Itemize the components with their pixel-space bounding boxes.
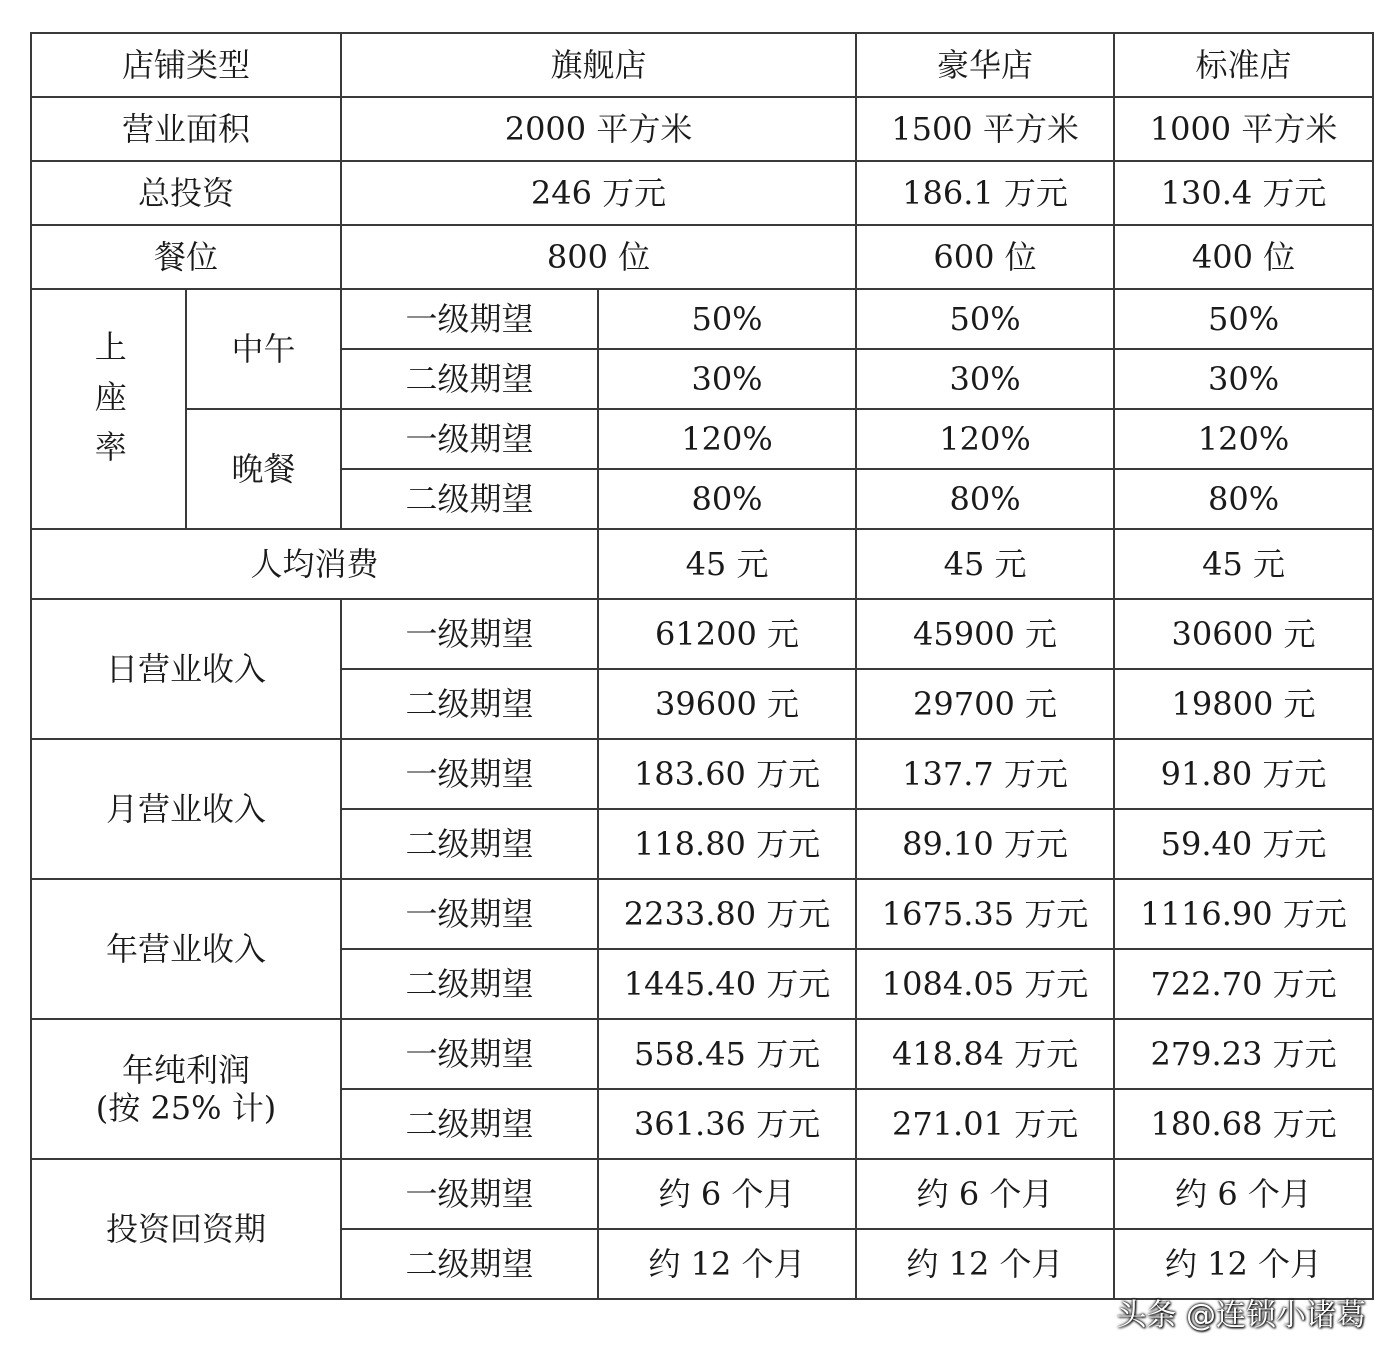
cell: 45900 元 [856,599,1114,669]
occupancy-row [31,289,1373,349]
header-luxury: 豪华店 [856,33,1114,97]
level-label: 二级期望 [341,669,598,739]
area-row [31,97,1373,161]
cell: 1000 平方米 [1114,97,1373,161]
cell: 2233.80 万元 [598,879,856,949]
cell: 30% [856,349,1114,409]
level-label: 二级期望 [341,1089,598,1159]
cell: 19800 元 [1114,669,1373,739]
investment-row [31,161,1373,225]
cell: 约 6 个月 [1114,1159,1373,1229]
cell: 45 元 [856,529,1114,599]
cell: 89.10 万元 [856,809,1114,879]
header-store-type: 店铺类型 [31,33,341,97]
cell: 2000 平方米 [341,97,856,161]
store-comparison-table [30,32,1374,1300]
cell: 361.36 万元 [598,1089,856,1159]
cell: 558.45 万元 [598,1019,856,1089]
row-label: 投资回资期 [31,1159,341,1299]
profit-label-main: 年纯利润 [122,1050,251,1089]
profit-row [31,1019,1373,1089]
cell: 45 元 [1114,529,1373,599]
cell: 80% [1114,469,1373,529]
cell: 137.7 万元 [856,739,1114,809]
row-label: 餐位 [31,225,341,289]
dinner-label: 晚餐 [186,409,341,529]
cell: 30% [1114,349,1373,409]
level-label: 二级期望 [341,469,598,529]
level-label: 二级期望 [341,1229,598,1299]
cell: 约 6 个月 [598,1159,856,1229]
row-label: 营业面积 [31,97,341,161]
level-label: 一级期望 [341,1019,598,1089]
cell: 186.1 万元 [856,161,1114,225]
daily-row [31,599,1373,669]
payback-row [31,1159,1373,1229]
level-label: 一级期望 [341,409,598,469]
row-label: 总投资 [31,161,341,225]
occupancy-row [31,409,1373,469]
cell: 400 位 [1114,225,1373,289]
cell: 50% [598,289,856,349]
cell: 30600 元 [1114,599,1373,669]
level-label: 一级期望 [341,289,598,349]
cell: 61200 元 [598,599,856,669]
cell: 130.4 万元 [1114,161,1373,225]
row-label: 月营业收入 [31,739,341,879]
yearly-row [31,879,1373,949]
level-label: 二级期望 [341,349,598,409]
row-label: 人均消费 [31,529,598,599]
cell: 30% [598,349,856,409]
cell: 800 位 [341,225,856,289]
cell: 120% [856,409,1114,469]
cell: 50% [856,289,1114,349]
cell: 246 万元 [341,161,856,225]
profit-label [31,1019,341,1159]
cell: 418.84 万元 [856,1019,1114,1089]
cell: 约 6 个月 [856,1159,1114,1229]
cell: 1500 平方米 [856,97,1114,161]
watermark-text: 头条 @连锁小诸葛 [1116,1298,1366,1333]
cell: 39600 元 [598,669,856,739]
level-label: 一级期望 [341,879,598,949]
cell: 120% [598,409,856,469]
cell: 45 元 [598,529,856,599]
level-label: 二级期望 [341,949,598,1019]
cell: 约 12 个月 [856,1229,1114,1299]
cell: 118.80 万元 [598,809,856,879]
cell: 50% [1114,289,1373,349]
level-label: 一级期望 [341,1159,598,1229]
noon-label: 中午 [186,289,341,409]
level-label: 二级期望 [341,809,598,879]
level-label: 一级期望 [341,599,598,669]
cell: 1084.05 万元 [856,949,1114,1019]
cell: 1445.40 万元 [598,949,856,1019]
cell: 1116.90 万元 [1114,879,1373,949]
level-label: 一级期望 [341,739,598,809]
seats-row [31,225,1373,289]
cell: 722.70 万元 [1114,949,1373,1019]
cell: 80% [856,469,1114,529]
cell: 91.80 万元 [1114,739,1373,809]
cell: 约 12 个月 [1114,1229,1373,1299]
cell: 约 12 个月 [598,1229,856,1299]
header-row [31,33,1373,97]
cell: 279.23 万元 [1114,1019,1373,1089]
occupancy-label: 上座率 [31,289,186,529]
profit-label-note: (按 25% 计) [95,1089,277,1127]
cell: 271.01 万元 [856,1089,1114,1159]
cell: 180.68 万元 [1114,1089,1373,1159]
cell: 80% [598,469,856,529]
row-label: 日营业收入 [31,599,341,739]
row-label: 年营业收入 [31,879,341,1019]
cell: 120% [1114,409,1373,469]
header-standard: 标准店 [1114,33,1373,97]
cell: 600 位 [856,225,1114,289]
cell: 1675.35 万元 [856,879,1114,949]
cell: 183.60 万元 [598,739,856,809]
cell: 59.40 万元 [1114,809,1373,879]
per-capita-row [31,529,1373,599]
monthly-row [31,739,1373,809]
cell: 29700 元 [856,669,1114,739]
header-flagship: 旗舰店 [341,33,856,97]
